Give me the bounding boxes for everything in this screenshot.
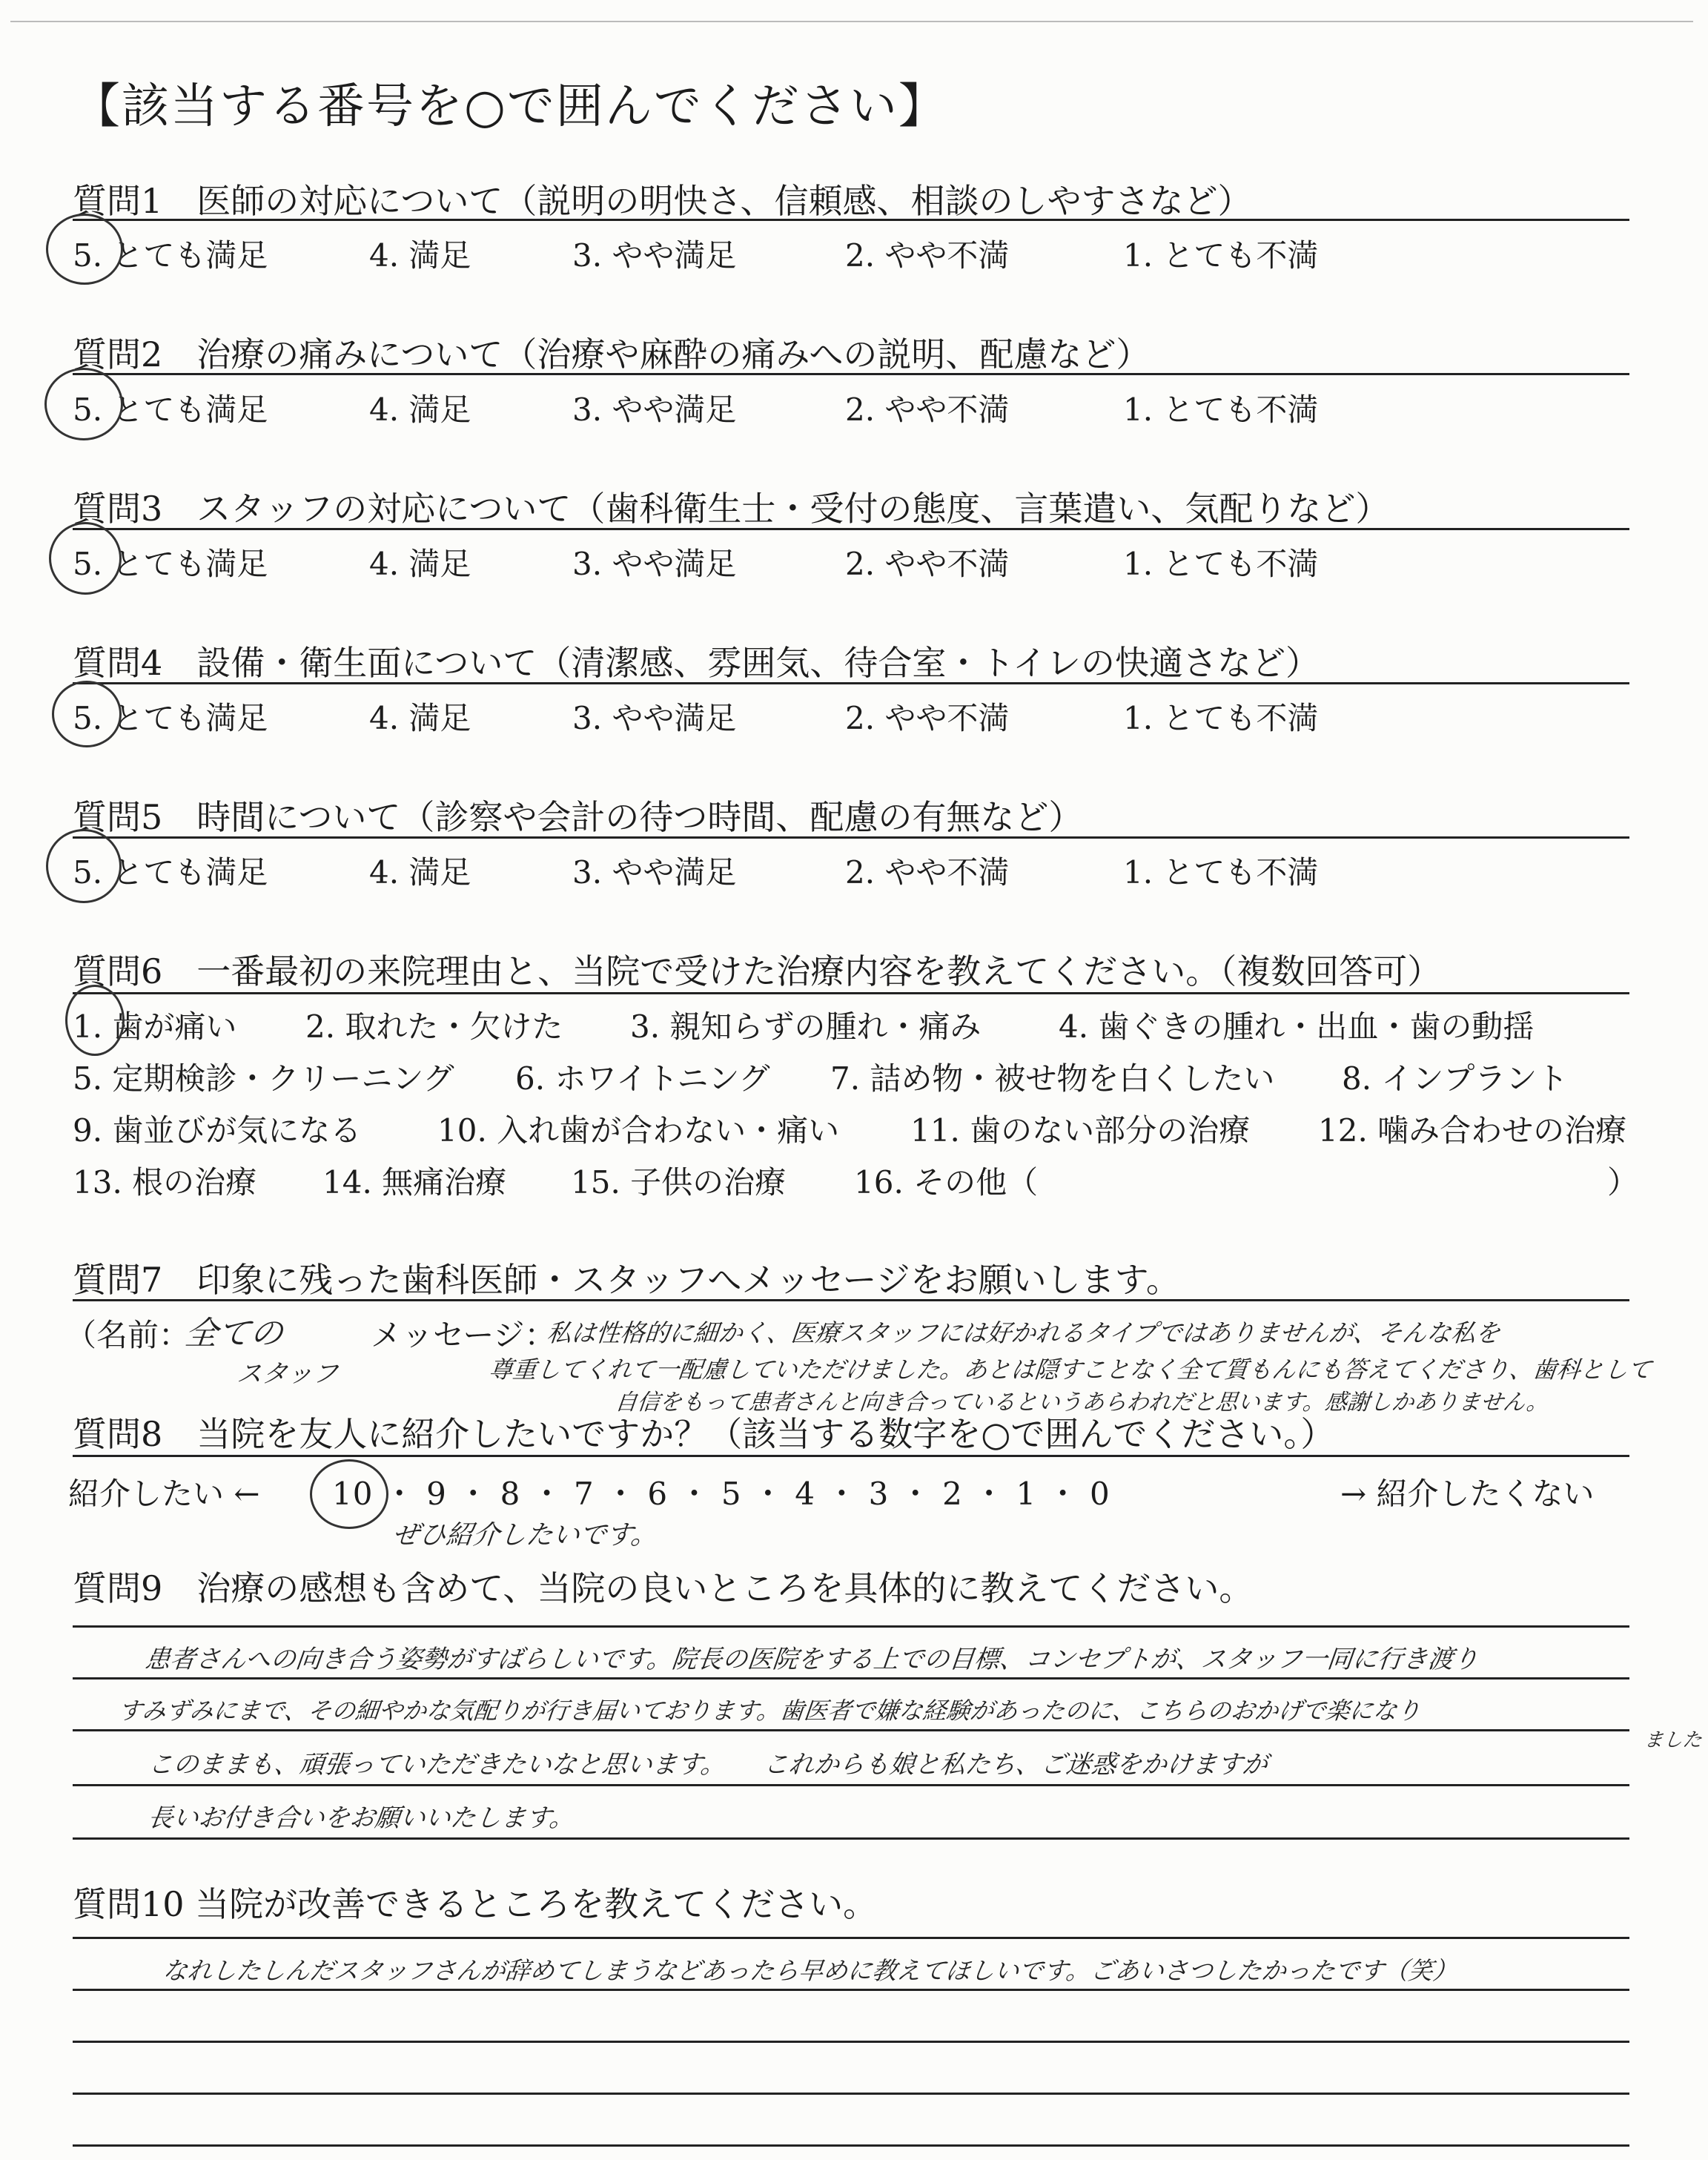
- question-6: 質問6 一番最初の来院理由と、当院で受けた治療内容を教えてください。（複数回答可）: [73, 951, 1442, 991]
- q6-option-13[interactable]: 13. 根の治療: [73, 1164, 257, 1200]
- q1-option-1[interactable]: 1. とても不満: [1123, 237, 1319, 274]
- q9-answer-line-2: すみずみにまで、その細やかな気配りが行き届いております。歯医者で嫌な経験があったのに、こちらのおかげで楽になり: [116, 1697, 1423, 1725]
- rule: [73, 1455, 1629, 1457]
- q1-option-3[interactable]: 3. やや満足: [572, 237, 737, 274]
- q7-message-line-3: 自信をもって患者さんと向き合っているというあらわれだと思います。感謝しかありません。: [613, 1390, 1550, 1416]
- rule: [73, 219, 1629, 221]
- q6-option-15[interactable]: 15. 子供の治療: [571, 1164, 787, 1200]
- rule: [73, 2144, 1629, 2147]
- rule: [73, 2041, 1629, 2043]
- question-4: 質問4 設備・衛生面について（清潔感、雰囲気、待合室・トイレの快適さなど）: [73, 643, 1320, 683]
- q1-option-2[interactable]: 2. やや不満: [845, 237, 1010, 274]
- q5-option-1[interactable]: 1. とても不満: [1123, 854, 1319, 891]
- q6-option-4[interactable]: 4. 歯ぐきの腫れ・出血・歯の動揺: [1059, 1008, 1535, 1045]
- q5-selection-circle: [46, 829, 122, 903]
- q2-selection-circle: [44, 368, 123, 440]
- q2-option-5[interactable]: 5. とても満足: [73, 392, 268, 428]
- rule: [73, 1299, 1629, 1301]
- q7-message-label: メッセージ：: [371, 1317, 556, 1353]
- q1-selection-circle: [46, 214, 123, 285]
- q9-answer-line-4: 長いお付き合いをお願いいたします。: [146, 1803, 577, 1833]
- q6-option-3[interactable]: 3. 親知らずの腫れ・痛み: [630, 1008, 982, 1045]
- rule: [73, 528, 1629, 530]
- q3-option-2[interactable]: 2. やや不満: [845, 546, 1010, 582]
- q6-option-1[interactable]: 1. 歯が痛い: [73, 1008, 237, 1045]
- q6-option-14[interactable]: 14. 無痛治療: [322, 1164, 507, 1200]
- q6-option-7[interactable]: 7. 詰め物・被せ物を白くしたい: [830, 1060, 1275, 1097]
- q2-option-4[interactable]: 4. 満足: [369, 392, 471, 428]
- question-7: 質問7 印象に残った歯科医師・スタッフへメッセージをお願いします。: [73, 1260, 1180, 1300]
- rule: [73, 1989, 1629, 1991]
- q6-option-2[interactable]: 2. 取れた・欠けた: [305, 1008, 563, 1045]
- q5-option-2[interactable]: 2. やや不満: [845, 854, 1010, 891]
- q4-option-2[interactable]: 2. やや不満: [845, 700, 1010, 736]
- q6-other-close-paren: ）: [1607, 1164, 1639, 1200]
- q2-option-2[interactable]: 2. やや不満: [845, 392, 1010, 428]
- q6-option-12[interactable]: 12. 噛み合わせの治療: [1318, 1112, 1627, 1149]
- q1-option-5[interactable]: 5. とても満足: [73, 237, 268, 274]
- q6-option-9[interactable]: 9. 歯並びが気になる: [73, 1112, 362, 1149]
- q4-option-5[interactable]: 5. とても満足: [73, 700, 268, 736]
- q6-selection-circle: [65, 985, 125, 1056]
- q6-option-10[interactable]: 10. 入れ歯が合わない・痛い: [437, 1112, 840, 1149]
- q3-option-5[interactable]: 5. とても満足: [73, 546, 268, 582]
- rule: [73, 992, 1629, 994]
- q3-option-3[interactable]: 3. やや満足: [572, 546, 737, 582]
- q8-left-label: 紹介したい ←: [68, 1476, 260, 1512]
- q3-selection-circle: [49, 522, 122, 595]
- rule: [73, 1784, 1629, 1786]
- q5-option-4[interactable]: 4. 満足: [369, 854, 471, 891]
- q3-option-1[interactable]: 1. とても不満: [1123, 546, 1319, 582]
- q6-option-11[interactable]: 11. 歯のない部分の治療: [910, 1112, 1251, 1149]
- form-title: 【該当する番号を○で囲んでください】: [73, 79, 947, 134]
- q8-selection-circle: [310, 1459, 388, 1529]
- q6-option-5[interactable]: 5. 定期検診・クリーニング: [73, 1060, 454, 1097]
- top-border: [10, 21, 1693, 22]
- q4-option-3[interactable]: 3. やや満足: [572, 700, 737, 736]
- q10-answer-line-1: なれしたしんだスタッフさんが辞めてしまうなどあったら早めに教えてほしいです。ごあいさつしたかったです（笑）: [161, 1956, 1459, 1985]
- q7-name-label: （名前：: [65, 1317, 191, 1353]
- question-5: 質問5 時間について（診察や会計の待つ時間、配慮の有無など）: [73, 797, 1083, 837]
- q3-option-4[interactable]: 4. 満足: [369, 546, 471, 582]
- q6-option-6[interactable]: 6. ホワイトニング: [515, 1060, 770, 1097]
- q8-scale[interactable]: 10 ・ 9 ・ 8 ・ 7 ・ 6 ・ 5 ・ 4 ・ 3 ・ 2 ・ 1 ・ 0: [332, 1476, 1110, 1512]
- rule: [73, 373, 1629, 375]
- rule: [73, 682, 1629, 684]
- q9-answer-line-1: 患者さんへの向き合う姿勢がすばらしいです。院長の医院をする上での目標、コンセプトが、スタッフ一同に行き渡り: [143, 1645, 1480, 1674]
- q8-right-label: → 紹介したくない: [1340, 1476, 1595, 1512]
- rule: [73, 1729, 1629, 1731]
- q2-option-3[interactable]: 3. やや満足: [572, 392, 737, 428]
- rule: [73, 1937, 1629, 1939]
- question-10: 質問10 当院が改善できるところを教えてください。: [73, 1884, 878, 1924]
- q8-handwritten-note: ぜひ紹介したいです。: [391, 1520, 659, 1550]
- question-2: 質問2 治療の痛みについて（治療や麻酔の痛みへの説明、配慮など）: [73, 334, 1151, 374]
- question-8: 質問8 当院を友人に紹介したいですか？（該当する数字を○で囲んでください。）: [73, 1414, 1335, 1454]
- q9-answer-line-3: このままも、頑張っていただきたいなと思います。 これからも娘と私たち、ご迷惑をかけますが: [146, 1750, 1270, 1780]
- q7-message-line-1: 私は性格的に細かく、医療スタッフには好かれるタイプではありませんが、そんな私を: [545, 1318, 1502, 1347]
- q6-option-8[interactable]: 8. インプラント: [1342, 1060, 1569, 1097]
- rule: [73, 836, 1629, 839]
- question-1: 質問1 医師の対応について（説明の明快さ、信頼感、相談のしやすさなど）: [73, 181, 1252, 221]
- q7-name-value-2: スタッフ: [235, 1359, 340, 1389]
- rule: [73, 1677, 1629, 1680]
- q7-message-line-2: 尊重してくれて一配慮していただけました。あとは隠すことなく全て質もんにも答えてくださり、歯科として: [487, 1355, 1653, 1384]
- q7-name-value-1: 全ての: [182, 1315, 285, 1353]
- question-3: 質問3 スタッフの対応について（歯科衛生士・受付の態度、言葉遣い、気配りなど）: [73, 489, 1390, 529]
- q6-option-16[interactable]: 16. その他（: [854, 1164, 1039, 1200]
- rule: [73, 1625, 1629, 1628]
- q2-option-1[interactable]: 1. とても不満: [1123, 392, 1319, 428]
- q5-option-5[interactable]: 5. とても満足: [73, 854, 268, 891]
- q1-option-4[interactable]: 4. 満足: [369, 237, 471, 274]
- q9-answer-overflow: ました: [1643, 1729, 1704, 1751]
- q4-option-1[interactable]: 1. とても不満: [1123, 700, 1319, 736]
- question-9: 質問9 治療の感想も含めて、当院の良いところを具体的に教えてください。: [73, 1568, 1254, 1608]
- q4-selection-circle: [52, 681, 122, 747]
- q4-option-4[interactable]: 4. 満足: [369, 700, 471, 736]
- rule: [73, 1837, 1629, 1840]
- q5-option-3[interactable]: 3. やや満足: [572, 854, 737, 891]
- rule: [73, 2093, 1629, 2095]
